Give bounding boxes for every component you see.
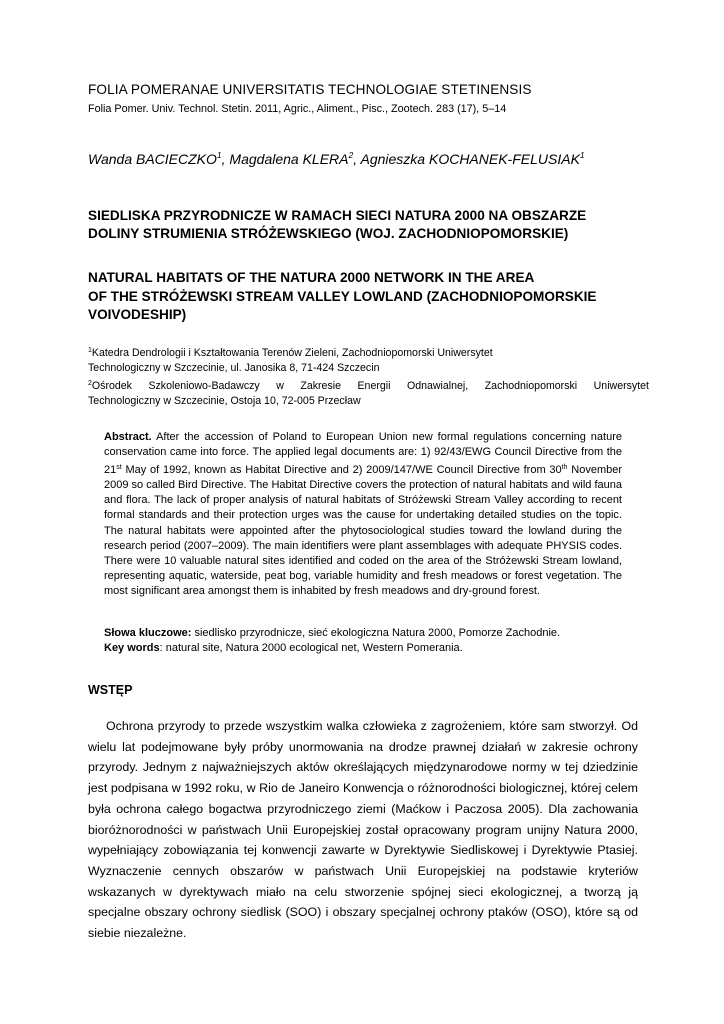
author-affiliation-mark: 1 — [216, 150, 222, 160]
section-heading: WSTĘP — [88, 683, 133, 697]
keywords — [104, 626, 624, 656]
intro-section — [88, 716, 638, 944]
ordinal-suffix: st — [116, 464, 122, 472]
title-line: NATURAL HABITATS OF THE NATURA 2000 NETWORK IN THE AREA — [88, 270, 535, 285]
keywords-polish — [104, 626, 624, 641]
journal-citation: Folia Pomer. Univ. Technol. Stetin. 2011, Agric., Aliment., Pisc., Zootech. 283 (17), 5–14 — [88, 103, 507, 115]
affiliations — [88, 343, 649, 409]
abstract-text: May of 1992, known as Habitat Directive and 2) 2009/147/WE Council Directive from 30 — [121, 464, 562, 477]
author-name: Agnieszka KOCHANEK-FELUSIAK — [360, 151, 580, 167]
ordinal-suffix: th — [561, 464, 568, 472]
abstract-text: November 2009 so called Bird Directive. The Habitat Directive covers the protection of natural habitats and wild fauna and flora. The lack of proper analysis of natural habitats of Stróżewski Stream Valley according to recent formal standards and their protection urges was the cause for undertaking detailed studies on the topic. The natural habitats were appointed after the phytosociological studies toward the lowland during the research period (2007–2009). The main identifiers were plant assemblages with adequate PHYSIS codes. There were 10 valuable natural sites identified and coded on the area of the Stróżewski Stream lowland, representing aquatic, waterside, peat bog, variable humidity and fresh meadows or forest vegetation. The most significant area amongst them is inhabited by fresh meadows and dry-ground forest. — [104, 464, 623, 597]
affiliation-text: Katedra Dendrologii i Kształtowania Terenów Zieleni, Zachodniopomorski Uniwersytet — [91, 347, 493, 359]
author-name: Wanda BACIECZKO — [88, 151, 217, 167]
abstract — [104, 430, 622, 599]
title-line: DOLINY STRUMIENIA STRÓŻEWSKIEGO (WOJ. ZACHODNIOPOMORSKIE) — [88, 226, 569, 241]
keywords-label: Słowa kluczowe: — [104, 627, 192, 639]
title-polish — [88, 207, 648, 243]
affiliation-line: Technologiczny w Szczecinie, Ostoja 10, 72-005 Przecław — [88, 395, 361, 407]
journal-name: FOLIA POMERANAE UNIVERSITATIS TECHNOLOGIAE STETINENSIS — [88, 82, 532, 97]
affiliation-line — [88, 343, 649, 361]
keywords-text: siedlisko przyrodnicze, sieć ekologiczna Natura 2000, Pomorze Zachodnie. — [191, 627, 561, 639]
keywords-label: Key words — [104, 642, 160, 655]
abstract-text: After the accession of Poland to European Union new formal regulations concerning nature conservation came into force. The applied legal documents are: 1) 92/43/EWG Council Directive from the 21 — [104, 431, 622, 477]
keywords-english — [104, 641, 624, 656]
affiliation-line: Technologiczny w Szczecinie, ul. Janosika 8, 71-424 Szczecin — [88, 362, 380, 374]
affiliation-text: Ośrodek Szkoleniowo-Badawczy w Zakresie Energii Odnawialnej, Zachodniopomorski Uniwersytet — [91, 380, 649, 392]
intro-paragraph: Ochrona przyrody to przede wszystkim walka człowieka z zagrożeniem, które sam stworzył. Od wielu lat podejmowane były próby unormowania na drodze prawnej działań w zakresie ochrony przyrody. Jednym z najważniejszych aktów określających międzynarodowe normy w tej dziedzinie jest podpisana w 1992 roku, w Rio de Janeiro Konwencja o różnorodności biologicznej, której celem była ochrona całego bogactwa przyrodniczego ziemi (Maćkow i Paczosa 2005). Dla zachowania bioróżnorodności w państwach Unii Europejskiej został opracowany program unijny Natura 2000, wypełniający zobowiązania tej konwencji zawarte w Dyrektywie Siedliskowej i Dyrektywie Ptasiej. Wyznaczenie cennych obszarów w państwach Unii Europejskiej na podstawie kryteriów wskazanych w dyrektywach miało na celu stworzenie spójnej sieci ekologicznej, a tworzą ją specjalne obszary ochrony siedlisk (SOO) i obszary specjalnej ochrony ptaków (OSO), które są od siebie niezależne. — [88, 719, 638, 941]
author-affiliation-mark: 1 — [579, 150, 585, 160]
author-affiliation-mark: 2 — [348, 150, 354, 160]
title-line: SIEDLISKA PRZYRODNICZE W RAMACH SIECI NATURA 2000 NA OBSZARZE — [88, 208, 587, 223]
author-list: Wanda BACIECZKO$^1$, Magdalena KLERA$^2$, Agnieszka KOCHANEK-FELUSIAK$^1$ — [88, 150, 585, 167]
affiliation-mark: 2 — [88, 380, 92, 387]
title-line: VOIVODESHIP) — [88, 307, 187, 322]
affiliation-line — [88, 376, 649, 394]
title-english — [88, 269, 648, 325]
author-name: Magdalena KLERA — [229, 151, 349, 167]
title-line: OF THE STRÓŻEWSKI STREAM VALLEY LOWLAND (ZACHODNIOPOMORSKIE — [88, 288, 597, 304]
abstract-label: Abstract. — [104, 431, 152, 443]
affiliation-mark: 1 — [88, 347, 92, 354]
keywords-text: : natural site, Natura 2000 ecological net, Western Pomerania. — [159, 642, 463, 655]
